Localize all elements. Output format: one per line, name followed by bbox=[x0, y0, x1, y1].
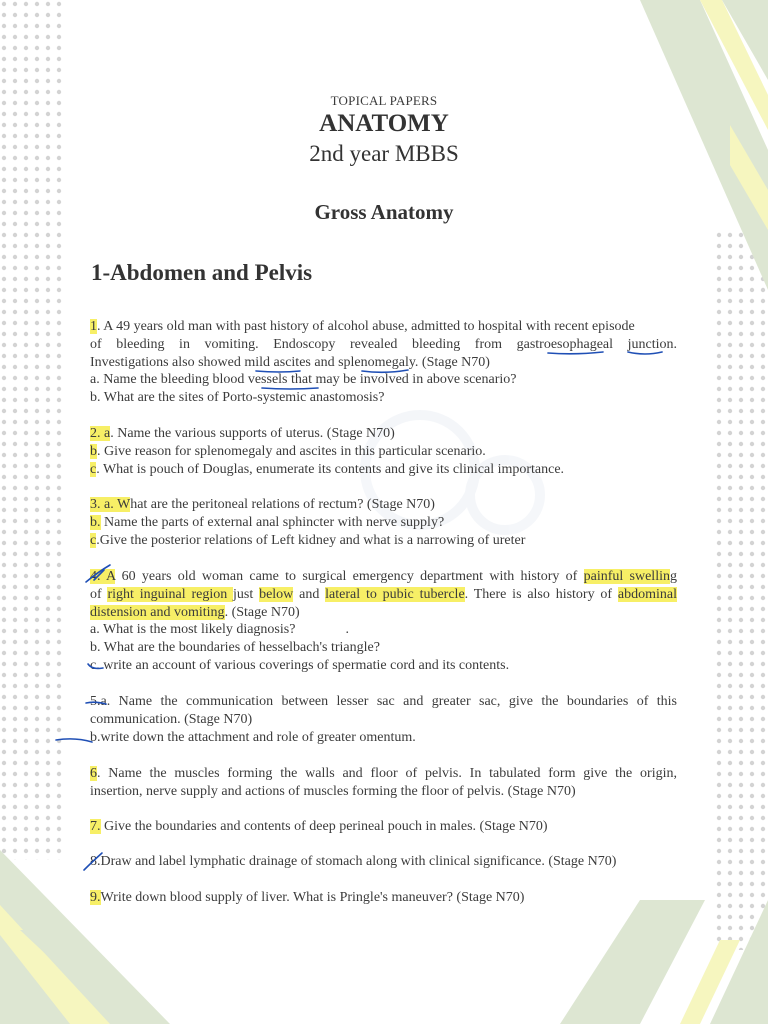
question-part-b: b. What are the boundaries of hesselbach's triangle? bbox=[90, 640, 380, 656]
question-number: 8. bbox=[90, 854, 101, 869]
series-label: TOPICAL PAPERS bbox=[330, 93, 438, 108]
question-9: 9.Write down blood supply of liver. What is Pringle's maneuver? (Stage N70) bbox=[90, 890, 525, 905]
question-1: 1. A 49 years old man with past history of alcohol abuse, admitted to hospital with recent episode of bleeding in vomiting. Endoscopy revealed bleeding from gastroesophageal junction. Investigations also showed mild ascites and splenomegaly. (Stage N70) a. Name the bleeding blood vessels that may be involved in above scenario? b. What are the sites of Porto-systemic anastomosis? bbox=[90, 319, 677, 406]
section-heading: Gross Anatomy bbox=[314, 200, 454, 224]
question-7: 7. Give the boundaries and contents of deep perineal pouch in males. (Stage N70) bbox=[90, 819, 548, 834]
question-part-c: c. write an account of various coverings of spermatie cord and its contents. bbox=[90, 657, 510, 673]
year-subtitle: 2nd year MBBS bbox=[309, 141, 459, 166]
question-number: 5. bbox=[90, 694, 101, 709]
question-4: 4. A 60 years old woman came to surgical emergency department with history of painful swelling of right inguinal region just below and lateral to pubic tubercle. There is also history of abdominal distension and vomiting. (Stage N70) a. What is the most likely diagnosis? . b. What are the boundaries of hesselbach's triangle? c. write an account of various coverings of spermatie cord and its contents. bbox=[90, 569, 677, 673]
question-part-b: b. What are the sites of Porto-systemic anastomosis? bbox=[90, 390, 385, 406]
question-3: 3. a. What are the peritoneal relations of rectum? (Stage N70) b. Name the parts of external anal sphincter with nerve supply? c.Give the posterior relations of Left kidney and what is a narrowing of ureter bbox=[90, 497, 526, 548]
question-number: 1 bbox=[90, 319, 97, 334]
question-2: 2. a. Name the various supports of uterus. (Stage N70) b. Give reason for splenomegaly and ascites in this particular scenario. c. What is pouch of Douglas, enumerate its contents and give its clinical importance. bbox=[90, 426, 565, 477]
question-part-a: a. What is the most likely diagnosis? . bbox=[90, 622, 349, 638]
chapter-title: 1-Abdomen and Pelvis bbox=[91, 260, 313, 285]
question-number: 6 bbox=[90, 766, 97, 781]
question-number: 4. A bbox=[90, 569, 116, 584]
question-5: 5.a. Name the communication between lesser sac and greater sac, give the boundaries of this communication. (Stage N70) b.write down the attachment and role of greater omentum. bbox=[90, 694, 677, 745]
question-number: 9. bbox=[90, 890, 101, 905]
subject-title: ANATOMY bbox=[319, 110, 449, 137]
question-number: 7. bbox=[90, 819, 101, 834]
question-number: 2. a bbox=[90, 426, 111, 441]
question-part-b: b.write down the attachment and role of greater omentum. bbox=[90, 729, 416, 745]
question-part-a: a. Name the bleeding blood vessels that may be involved in above scenario? bbox=[90, 372, 517, 388]
question-8: 8.Draw and label lymphatic drainage of stomach along with clinical significance. (Stage N70) bbox=[90, 854, 617, 869]
question-number: 3. a. W bbox=[90, 497, 131, 512]
question-6: 6. Name the muscles forming the walls and floor of pelvis. In tabulated form give the origin, insertion, nerve supply and actions of muscles forming the floor of pelvis. (Stage N70) bbox=[90, 766, 677, 799]
